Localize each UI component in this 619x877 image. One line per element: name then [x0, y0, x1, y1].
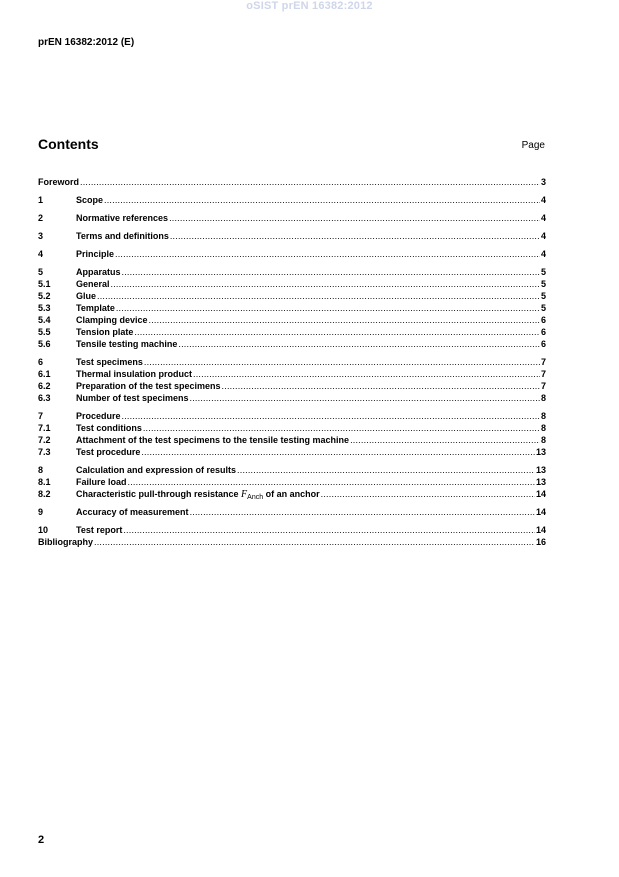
toc-page: 14 — [535, 489, 546, 499]
toc-number: 7 — [38, 411, 44, 421]
toc-page: 13 — [535, 447, 546, 457]
toc-title: Test conditions — [76, 423, 142, 433]
toc-title: Terms and definitions — [76, 231, 169, 241]
toc-page: 3 — [540, 177, 546, 187]
toc-number: 8.2 — [38, 489, 51, 499]
dot-leader — [193, 368, 540, 380]
toc-page: 4 — [540, 249, 546, 259]
dot-leader — [169, 212, 540, 224]
toc-entry-failure-load[interactable] — [38, 476, 546, 488]
dot-leader — [190, 506, 535, 518]
toc-title: Accuracy of measurement — [76, 507, 189, 517]
dot-leader — [122, 410, 540, 422]
toc-title-text-after: of an anchor — [263, 489, 320, 499]
dot-leader — [80, 176, 540, 188]
toc-title: Test specimens — [76, 357, 143, 367]
toc-page: 16 — [535, 537, 546, 547]
page-column-label: Page — [521, 140, 545, 151]
dot-leader — [116, 302, 540, 314]
toc-number: 6 — [38, 357, 44, 367]
toc-page: 8 — [540, 435, 546, 445]
toc-entry-accuracy-of-measurement[interactable] — [38, 506, 546, 518]
dot-leader — [94, 536, 535, 548]
dot-leader — [104, 194, 540, 206]
dot-leader — [141, 446, 535, 458]
formula-symbol: F — [241, 489, 248, 500]
toc-number: 5 — [38, 267, 44, 277]
toc-title: Calculation and expression of results — [76, 465, 237, 475]
toc-entry-scope[interactable] — [38, 194, 546, 206]
dot-leader — [115, 248, 540, 260]
footer-page-number: 2 — [38, 834, 45, 846]
toc-entry-apparatus[interactable] — [38, 266, 546, 278]
toc-title: Tension plate — [76, 327, 134, 337]
toc-entry-general[interactable] — [38, 278, 546, 290]
toc-title: Bibliography — [38, 537, 94, 547]
toc-page: 4 — [540, 195, 546, 205]
toc-number: 5.3 — [38, 303, 51, 313]
toc-number: 7.3 — [38, 447, 51, 457]
dot-leader — [122, 266, 540, 278]
toc-entry-number-of-test-specimens[interactable] — [38, 392, 546, 404]
toc-title: Foreword — [38, 177, 80, 187]
toc-entry-thermal-insulation-product[interactable] — [38, 368, 546, 380]
toc-title: Failure load — [76, 477, 127, 487]
dot-leader — [190, 392, 540, 404]
toc-entry-terms-and-definitions[interactable] — [38, 230, 546, 242]
toc-entry-bibliography[interactable] — [38, 536, 546, 548]
toc-entry-characteristic-pull-through-resistance[interactable] — [38, 488, 546, 500]
toc-title: Normative references — [76, 213, 169, 223]
toc-number: 7.2 — [38, 435, 51, 445]
toc-page: 5 — [540, 291, 546, 301]
toc-entry-test-report[interactable] — [38, 524, 546, 536]
toc-page: 7 — [540, 357, 546, 367]
dot-leader — [178, 338, 540, 350]
toc-page: 8 — [540, 411, 546, 421]
toc-page: 8 — [540, 393, 546, 403]
toc-entry-calculation-and-expression[interactable] — [38, 464, 546, 476]
dot-leader — [134, 326, 540, 338]
dot-leader — [170, 230, 540, 242]
toc-title: Template — [76, 303, 115, 313]
toc-page: 6 — [540, 339, 546, 349]
toc-entry-tensile-testing-machine[interactable] — [38, 338, 546, 350]
toc-title: Number of test specimens — [76, 393, 189, 403]
toc-title: Scope — [76, 195, 104, 205]
toc-title: Apparatus — [76, 267, 121, 277]
toc-number: 4 — [38, 249, 44, 259]
toc-page: 7 — [540, 381, 546, 391]
toc-number: 1 — [38, 195, 44, 205]
toc-entry-tension-plate[interactable] — [38, 326, 546, 338]
toc-page: 14 — [535, 525, 546, 535]
toc-page: 5 — [540, 267, 546, 277]
toc-entry-clamping-device[interactable] — [38, 314, 546, 326]
dot-leader — [128, 476, 535, 488]
toc-entry-preparation-of-test-specimens[interactable] — [38, 380, 546, 392]
toc-entry-normative-references[interactable] — [38, 212, 546, 224]
dot-leader — [321, 488, 535, 500]
toc-title: Test procedure — [76, 447, 141, 457]
toc-page: 6 — [540, 327, 546, 337]
toc-title: Test report — [76, 525, 123, 535]
toc-title: Thermal insulation product — [76, 369, 193, 379]
toc-title-text: Characteristic pull-through resistance — [76, 489, 242, 499]
toc-page: 5 — [540, 279, 546, 289]
toc-number: 5.1 — [38, 279, 51, 289]
toc-number: 7.1 — [38, 423, 51, 433]
toc-page: 8 — [540, 423, 546, 433]
toc-page: 7 — [540, 369, 546, 379]
toc-title: General — [76, 279, 110, 289]
toc-entry-test-specimens[interactable] — [38, 356, 546, 368]
toc-title: Glue — [76, 291, 97, 301]
dot-leader — [144, 356, 540, 368]
toc-number: 6.1 — [38, 369, 51, 379]
toc-number: 5.2 — [38, 291, 51, 301]
toc-title — [76, 488, 320, 504]
toc-page: 4 — [540, 213, 546, 223]
toc-entry-principle[interactable] — [38, 248, 546, 260]
toc-entry-template[interactable] — [38, 302, 546, 314]
dot-leader — [222, 380, 540, 392]
toc-number: 6.3 — [38, 393, 51, 403]
dot-leader — [237, 464, 535, 476]
toc-page: 6 — [540, 315, 546, 325]
toc-number: 9 — [38, 507, 44, 517]
dot-leader — [350, 434, 540, 446]
toc-title: Procedure — [76, 411, 121, 421]
toc-entry-glue[interactable] — [38, 290, 546, 302]
table-of-contents — [38, 176, 546, 548]
toc-number: 6.2 — [38, 381, 51, 391]
toc-title: Clamping device — [76, 315, 148, 325]
toc-page: 14 — [535, 507, 546, 517]
watermark: oSIST prEN 16382:2012 — [246, 0, 373, 12]
formula-subscript: Anch — [247, 494, 264, 501]
dot-leader — [111, 278, 540, 290]
toc-entry-test-conditions[interactable] — [38, 422, 546, 434]
toc-page: 13 — [535, 465, 546, 475]
toc-title: Tensile testing machine — [76, 339, 178, 349]
toc-number: 5.5 — [38, 327, 51, 337]
toc-number: 2 — [38, 213, 44, 223]
toc-page: 5 — [540, 303, 546, 313]
toc-number: 8 — [38, 465, 44, 475]
dot-leader — [149, 314, 540, 326]
dot-leader — [97, 290, 540, 302]
toc-number: 3 — [38, 231, 44, 241]
toc-title: Attachment of the test specimens to the tensile testing machine — [76, 435, 350, 445]
dot-leader — [123, 524, 535, 536]
toc-number: 10 — [38, 525, 49, 535]
toc-number: 5.4 — [38, 315, 51, 325]
toc-entry-foreword[interactable] — [38, 176, 546, 188]
toc-entry-test-procedure[interactable] — [38, 446, 546, 458]
toc-page: 13 — [535, 477, 546, 487]
toc-number: 8.1 — [38, 477, 51, 487]
toc-title: Preparation of the test specimens — [76, 381, 221, 391]
toc-number: 5.6 — [38, 339, 51, 349]
toc-entry-attachment-of-test-specimens[interactable] — [38, 434, 546, 446]
contents-heading: Contents — [38, 136, 99, 152]
document-id: prEN 16382:2012 (E) — [38, 37, 135, 48]
dot-leader — [143, 422, 540, 434]
toc-title: Principle — [76, 249, 115, 259]
toc-page: 4 — [540, 231, 546, 241]
toc-entry-procedure[interactable] — [38, 410, 546, 422]
